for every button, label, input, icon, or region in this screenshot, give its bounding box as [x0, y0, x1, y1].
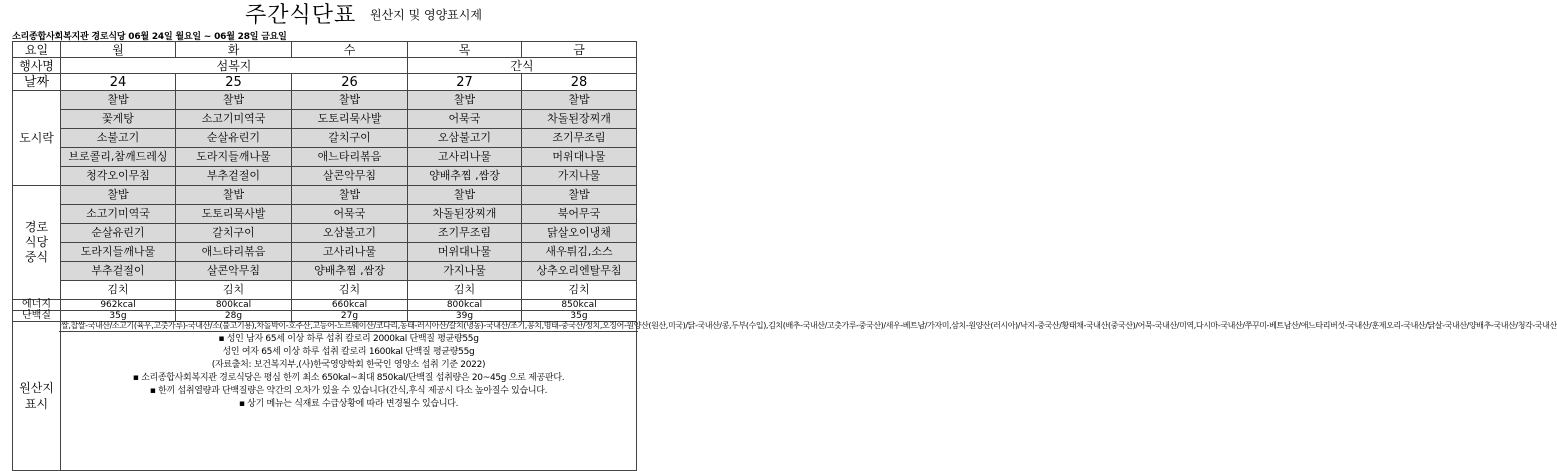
menu-item: 도라지들깨나물 [61, 243, 175, 262]
lunchbox-col-wed [292, 91, 408, 186]
menu-item-kimchi: 김치 [61, 281, 175, 299]
lunchbox-col-mon [61, 91, 176, 186]
date-cell: 25 [176, 74, 292, 91]
menu-item: 순살유린기 [61, 224, 175, 243]
senior-lunch-row [13, 186, 637, 300]
menu-item: 차돌된장찌개 [408, 205, 521, 224]
menu-item: 찰밥 [522, 91, 636, 110]
date-row [13, 74, 637, 91]
menu-item: 어묵국 [292, 205, 407, 224]
notes-divider [59, 331, 638, 332]
lunchbox-col-thu [408, 91, 522, 186]
lunchbox-col-tue [176, 91, 292, 186]
menu-item: 브로콜리,참깨드레싱 [61, 148, 175, 167]
menu-item: 찰밥 [176, 91, 291, 110]
protein-row [13, 311, 637, 322]
senior-col-fri [522, 186, 637, 300]
menu-item: 조기무조림 [408, 224, 521, 243]
menu-item: 가지나물 [522, 167, 636, 185]
menu-item: 조기무조림 [522, 129, 636, 148]
senior-lunch-label [13, 186, 61, 300]
menu-item: 오삼불고기 [292, 224, 407, 243]
senior-label-line: 경로 [24, 220, 49, 234]
menu-item: 닭살오이냉채 [522, 224, 636, 243]
origin-row [13, 322, 637, 471]
menu-item: 꽃게탕 [61, 110, 175, 129]
protein-value: 28g [176, 311, 292, 322]
event-left: 섬복지 [61, 58, 408, 74]
menu-item: 찰밥 [292, 186, 407, 205]
menu-item: 상추오리엔탈무침 [522, 262, 636, 281]
nutrition-note: (자료출처: 보건복지부,(사)한국영양학회 한국인 영양소 섭취 기준 2022) [211, 360, 486, 370]
energy-value: 660kcal [292, 300, 408, 311]
menu-item-kimchi: 김치 [522, 281, 636, 299]
energy-row [13, 300, 637, 311]
menu-item: 부추겉절이 [176, 167, 291, 185]
weekday-wed: 수 [292, 42, 408, 58]
menu-item: 고사리나물 [292, 243, 407, 262]
menu-item: 청각오이무침 [61, 167, 175, 185]
menu-item: 북어무국 [522, 205, 636, 224]
senior-col-wed [292, 186, 408, 300]
weekday-thu: 목 [408, 42, 522, 58]
date-cell: 27 [408, 74, 522, 91]
menu-item: 양배추찜 ,쌈장 [292, 262, 407, 281]
energy-label: 에너지 [13, 300, 61, 311]
nutrition-note: ▪ 한끼 섭취열량과 단백질량은 약간의 오차가 있을 수 있습니다(간식,후식 제공시 다소 높아질수 있습니다. [149, 386, 548, 396]
senior-col-tue [176, 186, 292, 300]
nutrition-note: ▪ 소리종합사회복지관 경로식당은 평심 한끼 최소 650kal~최대 850kal/단백질 섭취량은 20~45g 으로 제공판다. [132, 373, 565, 383]
protein-value: 39g [408, 311, 522, 322]
menu-item: 가지나물 [408, 262, 521, 281]
senior-col-mon [61, 186, 176, 300]
period-info: 소리종합사회복지관 경로식당 06월 24일 월요일 ~ 06월 28일 금요일 [12, 32, 287, 42]
menu-item: 찰밥 [522, 186, 636, 205]
menu-item: 오삼불고기 [408, 129, 521, 148]
weekday-mon: 월 [61, 42, 176, 58]
menu-item: 도토리묵사발 [292, 110, 407, 129]
menu-item: 갈치구이 [292, 129, 407, 148]
menu-item-kimchi: 김치 [408, 281, 521, 299]
nutrition-note: ▪ 상기 메뉴는 식재료 수급상황에 따라 변경될수 있습니다. [238, 399, 459, 409]
menu-item: 갈치구이 [176, 224, 291, 243]
menu-item: 살콘악무침 [176, 262, 291, 281]
menu-item: 양배추찜 ,쌈장 [408, 167, 521, 185]
weekday-label: 요일 [13, 42, 61, 58]
menu-item: 부추겉절이 [61, 262, 175, 281]
menu-table [12, 41, 1557, 471]
event-row [13, 58, 637, 74]
date-cell: 26 [292, 74, 408, 91]
menu-item: 애느타리볶음 [292, 148, 407, 167]
date-label: 날짜 [13, 74, 61, 91]
energy-value: 800kcal [176, 300, 292, 311]
date-cell: 28 [522, 74, 637, 91]
origin-ingredients: 쌀,찹쌀-국내산/소고기(육우,고춧가루)-국내산/소(불고기용),차돌박이-호주산,고등어-노르웨이산/코다리,동태-러시아산/갈치(냉동)-국내산/조기,꽁치,명태-중국산/정치,오징어-원양산(원산,미국)/닭-국내산/콩,두부(수입),김치(배추-국내산/고춧가루-중국산)/새우-베트남/가자미,삼치-원양산(러시아)/낙지-중국산/황태채-국내산(중국산)/어묵-국내산/미역,다시마-국내산/쭈꾸미-베트남산/애느타리버섯-국내산/훈제오리-국내산/닭살-국내산/양배추-국내산/청각-국내산 [61, 321, 1557, 330]
weekday-tue: 화 [176, 42, 292, 58]
menu-item: 찰밥 [176, 186, 291, 205]
menu-item: 도라지들깨나물 [176, 148, 291, 167]
origin-label-line: 표시 [24, 397, 49, 411]
page-subtitle: 원산지 및 영양표시제 [370, 8, 482, 22]
menu-item: 소불고기 [61, 129, 175, 148]
protein-value: 35g [61, 311, 176, 322]
menu-item: 차돌된장찌개 [522, 110, 636, 129]
menu-item: 새우튀김,소스 [522, 243, 636, 262]
lunchbox-label: 도시락 [13, 91, 61, 186]
menu-item: 찰밥 [61, 91, 175, 110]
nutrition-note: ▪ 성인 남자 65세 이상 하루 섭취 칼로리 2000kal 단백질 평균량55g [218, 334, 479, 344]
event-label: 행사명 [13, 58, 61, 74]
weekday-fri: 금 [522, 42, 637, 58]
menu-item: 찰밥 [408, 91, 521, 110]
origin-label [13, 322, 61, 471]
page-title: 주간식단표 [245, 3, 357, 28]
menu-item: 찰밥 [61, 186, 175, 205]
event-right: 간식 [408, 58, 637, 74]
menu-item: 도토리묵사발 [176, 205, 291, 224]
energy-value: 962kcal [61, 300, 176, 311]
lunchbox-row [13, 91, 637, 186]
protein-value: 35g [522, 311, 637, 322]
menu-item-kimchi: 김치 [176, 281, 291, 299]
menu-item: 고사리나물 [408, 148, 521, 167]
title-bar [0, 0, 692, 26]
menu-item: 소고기미역국 [176, 110, 291, 129]
menu-item: 머위대나물 [522, 148, 636, 167]
menu-item: 찰밥 [408, 186, 521, 205]
menu-item: 애느타리볶음 [176, 243, 291, 262]
date-cell: 24 [61, 74, 176, 91]
menu-item: 어묵국 [408, 110, 521, 129]
energy-value: 800kcal [408, 300, 522, 311]
origin-label-line: 원산지 [19, 381, 54, 395]
menu-item: 찰밥 [292, 91, 407, 110]
menu-item: 순살유린기 [176, 129, 291, 148]
senior-label-line: 식당 [24, 235, 49, 249]
lunchbox-col-fri [522, 91, 637, 186]
senior-col-thu [408, 186, 522, 300]
weekday-row [13, 42, 637, 58]
origin-notes [61, 321, 1557, 471]
energy-value: 850kcal [522, 300, 637, 311]
menu-item: 머위대나물 [408, 243, 521, 262]
senior-label-line: 중식 [24, 250, 49, 264]
nutrition-note: 성인 여자 65세 이상 하루 섭취 칼로리 1600kal 단백질 평균량55g [222, 347, 475, 357]
menu-item: 살콘악무침 [292, 167, 407, 185]
menu-item-kimchi: 김치 [292, 281, 407, 299]
protein-label: 단백질 [13, 311, 61, 322]
protein-value: 27g [292, 311, 408, 322]
menu-item: 소고기미역국 [61, 205, 175, 224]
